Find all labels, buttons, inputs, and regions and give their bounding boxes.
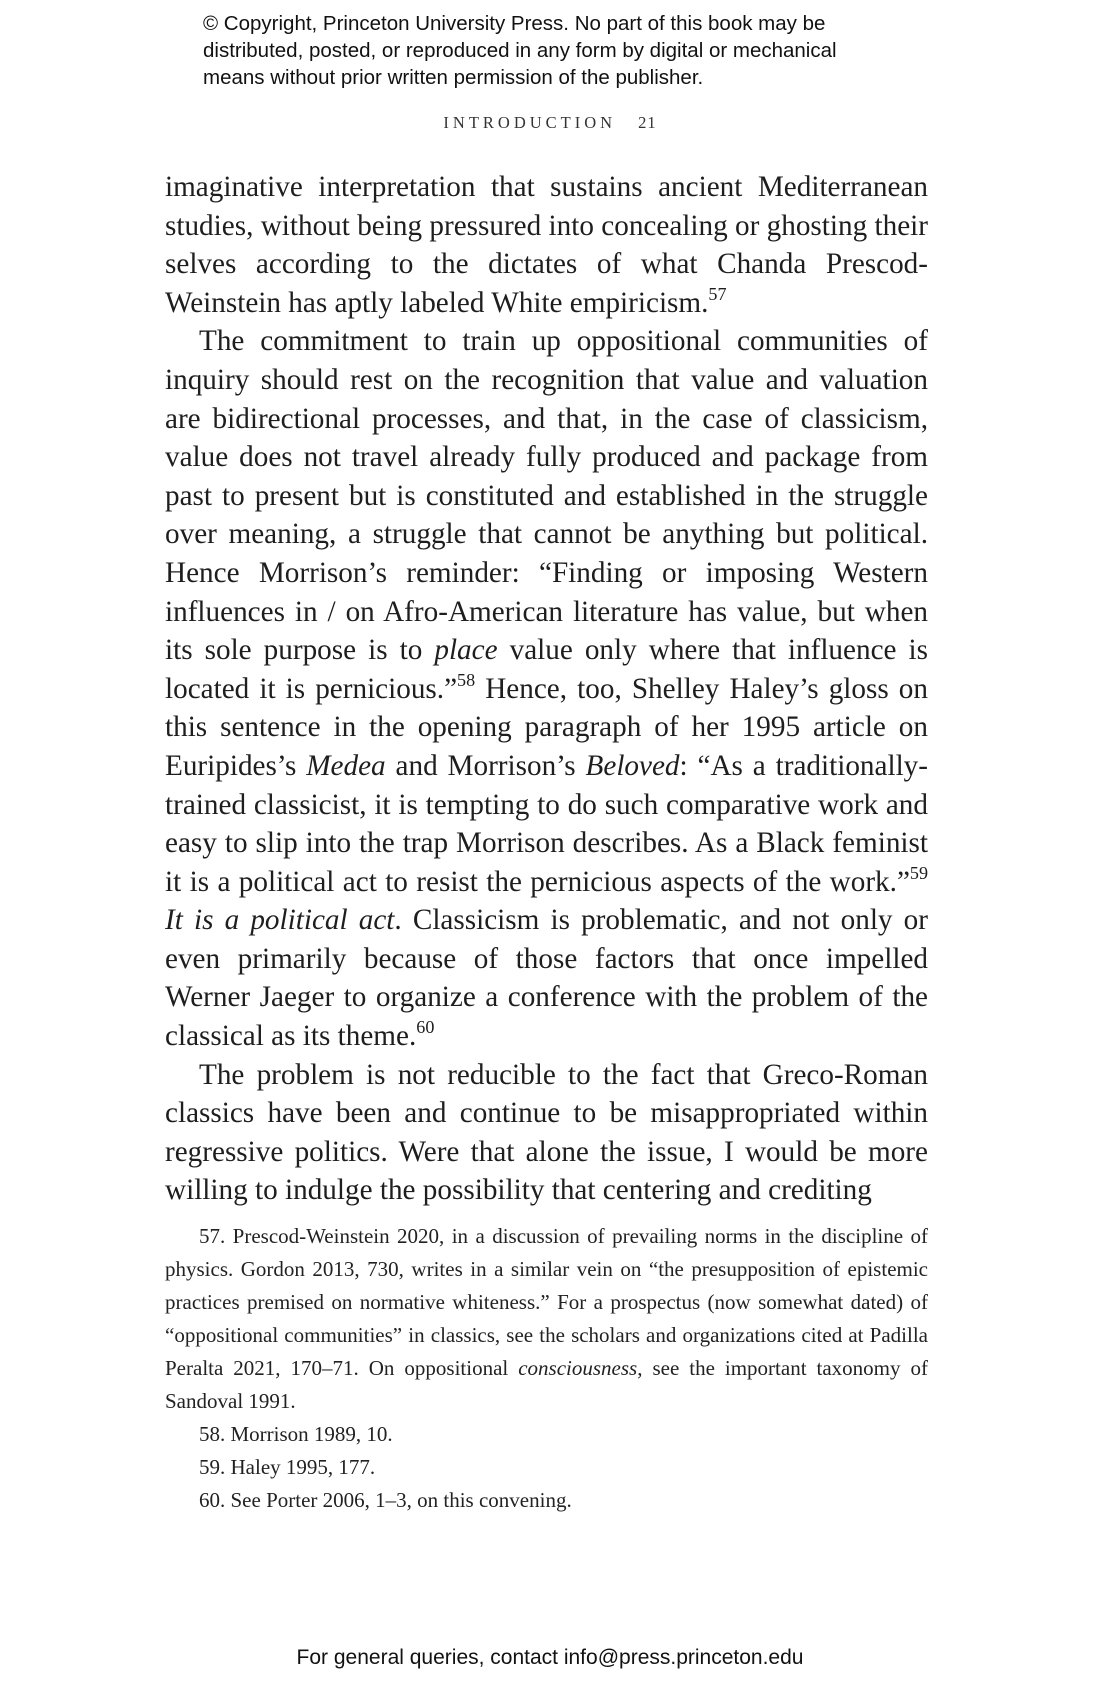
body-paragraph [165, 1056, 928, 1210]
emphasis: It is a political act [165, 904, 395, 937]
body-text [165, 168, 928, 1210]
footnote-ref-60[interactable]: 60 [416, 1017, 435, 1038]
footnotes [165, 1220, 928, 1517]
footnote-58: 58. Morrison 1989, 10. [199, 1422, 393, 1446]
footnote-ref-59[interactable]: 59 [909, 862, 928, 883]
copyright-line: © Copyright, Princeton University Press. No part of this book may be [203, 12, 826, 35]
running-head [0, 113, 1100, 133]
copyright-line: distributed, posted, or reproduced in any form by digital or mechanical [203, 39, 837, 62]
paragraph-text: and Morrison’s [385, 749, 586, 782]
work-title-medea: Medea [306, 749, 386, 782]
copyright-line: means without prior written permission of the publisher. [203, 66, 704, 89]
running-head-title: INTRODUCTION [443, 113, 617, 132]
paragraph-text: The problem is not reducible to the fact that Greco-Roman classics have been and continue to be misappropriated within regressive politics. Were that alone the issue, I would be more willing to indulge the possibility that centering and crediting [165, 1058, 928, 1207]
footnote-text: 57. Prescod-Weinstein 2020, in a discussion of prevailing norms in the discipline of physics. Gordon 2013, 730, writes in a similar vein on “the presupposition of epistemic practices premised on normative whiteness.” For a prospectus (now somewhat dated) of “oppositional communities” in classics, see the scholars and organizations cited at Padilla Peralta 2021, 170–71. On oppositional [165, 1224, 928, 1380]
paragraph-text: . Classicism is problematic, and not only or even primarily because of those factors that once impelled Werner Jaeger to organize a conference with the problem of the classical as its theme. [165, 904, 928, 1053]
paragraph-text: imaginative interpretation that sustains ancient Mediterranean studies, without being pressured into concealing or ghosting their selves according to the dictates of what Chanda Prescod-Weinstein has aptly labeled White empiricism. [165, 171, 928, 319]
footnote-ref-57[interactable]: 57 [708, 284, 727, 305]
body-paragraph [165, 322, 928, 1055]
paragraph-text: The commitment to train up oppositional communities of inquiry should rest on the recognition that value and valuation are bidirectional processes, and that, in the case of classicism, value does not travel already fully produced and package from past to present but is constituted and established in the struggle over meaning, a struggle that cannot be anything but political. Hence Morrison’s reminder: “Finding or imposing Western influences in / on Afro-American literature has value, but when its sole purpose is to [165, 325, 928, 667]
copyright-notice [203, 10, 923, 91]
body-paragraph [165, 168, 928, 322]
paragraph-text: Hence, too, Shelley Haley’s gloss on this sentence in the opening paragraph of her 1995 article on Euripides’s [165, 672, 928, 782]
emphasis: place [434, 634, 498, 667]
emphasis: consciousness [518, 1356, 638, 1380]
footer-contact: For general queries, contact info@press.princeton.edu [296, 1646, 804, 1669]
paragraph-text: value only where that influence is located it is pernicious.” [165, 634, 928, 705]
footnote-57 [165, 1220, 928, 1418]
page-number: 21 [638, 113, 657, 132]
footnote-60: 60. See Porter 2006, 1–3, on this convening. [199, 1488, 572, 1512]
footnote-ref-58[interactable]: 58 [457, 669, 476, 690]
paragraph-text: : “As a traditionally-trained classicist, it is tempting to do such comparative work and easy to slip into the trap Morrison describes. As a Black feminist it is a political act to resist the pernicious aspects of the work.” [165, 749, 928, 898]
work-title-beloved: Beloved [585, 749, 680, 782]
footnote-59: 59. Haley 1995, 177. [199, 1455, 376, 1479]
footnote-text: , see the important taxonomy of Sandoval 1991. [165, 1356, 928, 1413]
